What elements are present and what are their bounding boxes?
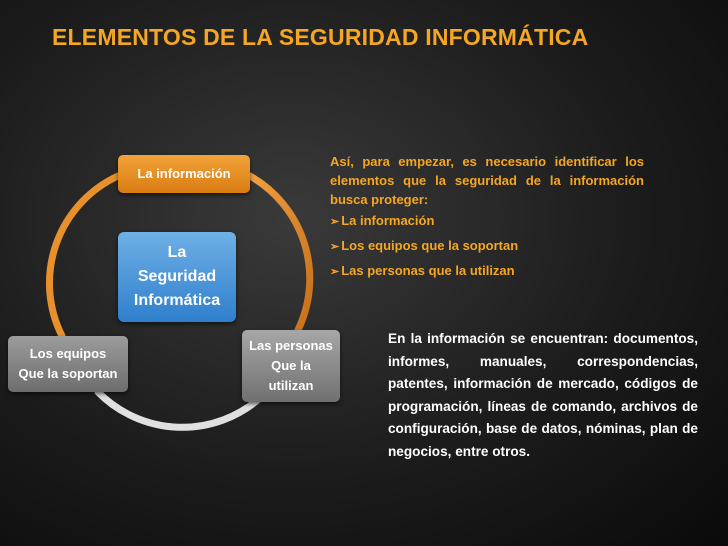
bullet-list bbox=[330, 211, 644, 282]
bullet-item bbox=[330, 261, 644, 282]
node-las-personas bbox=[242, 330, 340, 402]
node-label: Informática bbox=[133, 292, 221, 309]
arrow-bullet-icon: ➢ bbox=[330, 241, 340, 253]
node-los-equipos bbox=[8, 336, 128, 392]
intro-text: Así, para empezar, es necesario identificar los elementos que la seguridad de la información busca proteger: bbox=[330, 154, 644, 207]
node-label: utilizan bbox=[268, 378, 314, 393]
node-label: Que la soportan bbox=[18, 366, 118, 381]
arrow-bullet-icon: ➢ bbox=[330, 266, 340, 278]
ring-arc-top-right bbox=[250, 176, 310, 330]
node-label: La información bbox=[137, 166, 231, 181]
node-label: Las personas bbox=[249, 338, 333, 353]
node-label: Los equipos bbox=[29, 346, 107, 361]
node-la-informacion bbox=[118, 155, 250, 193]
bullet-label: Los equipos que la soportan bbox=[341, 238, 519, 253]
ring-arc-top-left bbox=[49, 176, 118, 336]
node-label: Seguridad bbox=[137, 268, 217, 285]
bullet-label: La información bbox=[341, 213, 435, 228]
intro-block bbox=[330, 152, 644, 286]
info-paragraph: En la información se encuentran: documentos, informes, manuales, correspondencias, patentes, información de mercado, códigos de programación, líneas de comando, archivos de configuración, base de datos, nóminas, plan de negocios, entre otros. bbox=[388, 331, 698, 459]
ring-arc-bottom bbox=[98, 392, 260, 427]
page-title: ELEMENTOS DE LA SEGURIDAD INFORMÁTICA bbox=[52, 24, 589, 50]
node-label: Que la bbox=[271, 358, 311, 373]
arrow-bullet-icon: ➢ bbox=[330, 216, 340, 228]
bullet-item bbox=[330, 211, 644, 232]
node-label: La bbox=[167, 244, 187, 261]
node-center bbox=[118, 232, 236, 322]
bullet-item bbox=[330, 236, 644, 257]
bullet-label: Las personas que la utilizan bbox=[341, 263, 515, 278]
